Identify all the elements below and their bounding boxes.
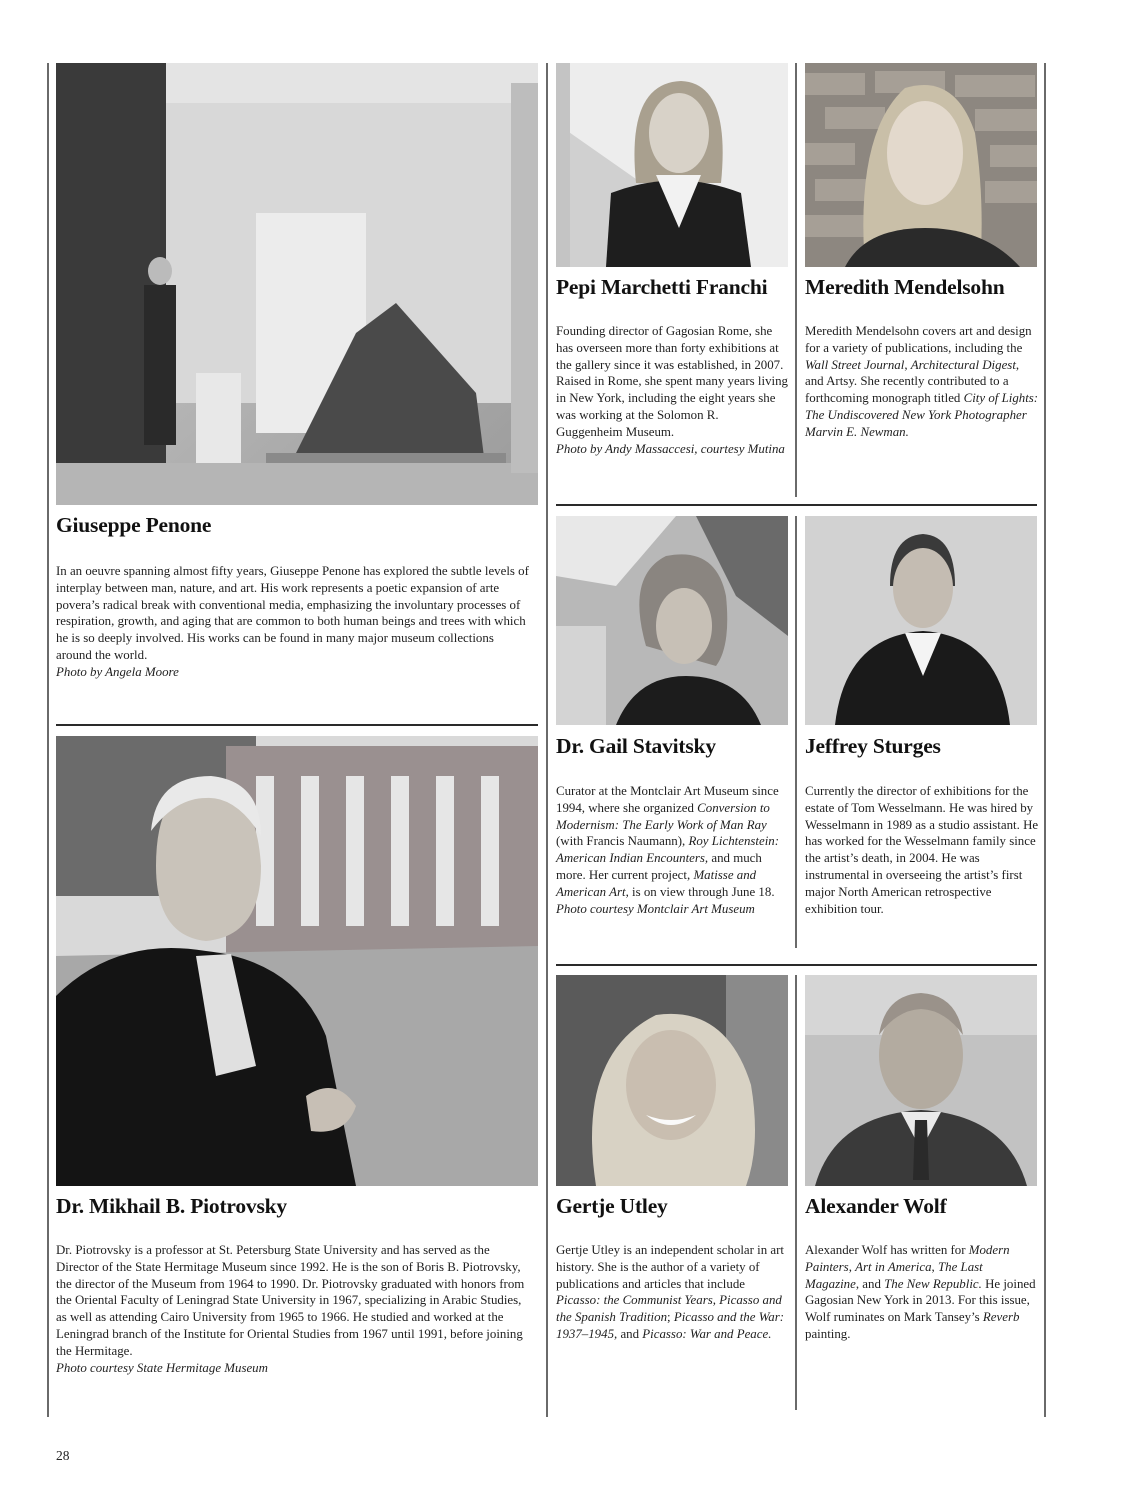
profile-name: Dr. Mikhail B. Piotrovsky: [56, 1194, 287, 1218]
bio-italic: Reverb: [982, 1310, 1020, 1325]
profile-bio: [556, 783, 790, 917]
page-number: 28: [56, 1448, 70, 1463]
column-rule-middle-row3: [795, 975, 797, 1410]
photo-credit: Photo courtesy State Hermitage Museum: [56, 1360, 268, 1375]
profile-name: Giuseppe Penone: [56, 513, 212, 537]
photo-gertje-utley: [556, 975, 788, 1186]
column-rule-center: [546, 63, 548, 1417]
profile-bio: [805, 1242, 1039, 1343]
bio-italic: Wall Street Journal: [805, 357, 905, 372]
bio-text: , and: [855, 1276, 885, 1291]
bio-italic: The New Republic.: [884, 1276, 982, 1291]
bio-italic: City of Lights: The Undiscovered New York Photographer Marvin E. Newman.: [805, 391, 1039, 439]
bio-italic: Roy Lichtenstein: American Indian Encounters,: [556, 834, 780, 866]
bio-text: Meredith Mendelsohn covers art and design for a variety of publications, including the: [805, 324, 1032, 355]
bio-text: Alexander Wolf has written for: [805, 1243, 969, 1257]
photo-meredith-mendelsohn: [805, 63, 1037, 267]
profile-name: Gertje Utley: [556, 1194, 668, 1218]
bio-text: painting.: [805, 1326, 851, 1341]
photo-credit: Photo by Angela Moore: [56, 664, 179, 679]
bio-text: ,: [904, 357, 911, 372]
column-rule-right: [1044, 63, 1046, 1417]
bio-text: Curator at the Montclair Art Museum since 1994, where she organized: [556, 784, 779, 815]
photo-alexander-wolf: [805, 975, 1037, 1186]
photo-jeffrey-sturges: [805, 516, 1037, 725]
separator-left: [56, 724, 538, 726]
photo-pepi-marchetti-franchi: [556, 63, 788, 267]
bio-italic: The Last Magazine: [805, 1259, 983, 1291]
profile-bio: [805, 323, 1039, 441]
bio-text: ,: [931, 1259, 938, 1274]
bio-text: and: [617, 1326, 643, 1341]
bio-text: Currently the director of exhibitions for the estate of Tom Wesselmann. He was hired by Wesselmann in 1989 as a studio assistant. He has worked for the Wesselmann family since the artist’s death, in 2004. He was instrumental in overseeing the artist’s first major North American retrospective exhibition tour.: [805, 784, 1039, 916]
profile-name: Pepi Marchetti Franchi: [556, 275, 768, 299]
column-rule-left: [47, 63, 49, 1417]
bio-italic: Architectural Digest: [910, 357, 1016, 372]
bio-text: (with Francis Naumann),: [556, 834, 689, 849]
bio-italic: Picasso: War and Peace.: [642, 1326, 772, 1341]
separator-right-2: [556, 964, 1037, 966]
photo-credit: Photo by Andy Massaccesi, courtesy Mutina: [556, 441, 785, 456]
bio-text: In an oeuvre spanning almost fifty years, Giuseppe Penone has explored the subtle levels of interplay between man, nature, and art. His work represents a poetic expansion of arte povera’s radical break with conventional media, emphasizing the involuntary processes of respiration, growth, and aging that are common to both human beings and trees with which he is so deeply involved. His works can be found in many major museum collections around the world.: [56, 564, 529, 662]
profile-bio: [56, 563, 532, 681]
profile-bio: [556, 323, 788, 457]
bio-italic: Matisse and American Art,: [556, 867, 757, 899]
profile-name: Meredith Mendelsohn: [805, 275, 1005, 299]
bio-text: is on view through June 18.: [628, 884, 775, 899]
profile-name: Alexander Wolf: [805, 1194, 947, 1218]
bio-text: Dr. Piotrovsky is a professor at St. Petersburg State University and has served as the Director of the State Hermitage Museum since 1992. He is the son of Boris B. Piotrovsky, the director of the Museum from 1964 to 1990. Dr. Piotrovsky graduated with honors from the Oriental Faculty of Leningrad State University in 1967, specializing in Arabic Studies, as well as attending Cairo University from 1965 to 1966. He studied and worked at the Leningrad branch of the Institute for Oriental Studies from 1967 until 1991, before joining the Hermitage.: [56, 1243, 525, 1358]
profile-name: Jeffrey Sturges: [805, 734, 941, 758]
profile-name: Dr. Gail Stavitsky: [556, 734, 716, 758]
bio-text: , and Artsy. She recently contributed to a forthcoming monograph titled: [805, 357, 1020, 406]
separator-right-1: [556, 504, 1037, 506]
photo-credit: Photo courtesy Montclair Art Museum: [556, 901, 755, 916]
photo-mikhail-piotrovsky: [56, 736, 538, 1186]
bio-text: ;: [667, 1310, 674, 1325]
bio-italic: Modern Painters: [805, 1243, 1010, 1274]
profile-bio: [805, 783, 1039, 917]
bio-text: ,: [848, 1259, 856, 1274]
bio-text: Founding director of Gagosian Rome, she has overseen more than forty exhibitions at the gallery since it was established, in 2007. Raised in Rome, she spent many years living in New York, including the eight years she was working at the Solomon R. Guggenheim Museum.: [556, 324, 788, 439]
bio-italic: Art in America: [855, 1259, 932, 1274]
photo-giuseppe-penone: [56, 63, 538, 505]
bio-italic: Conversion to Modernism: The Early Work of Man Ray: [556, 800, 770, 832]
profile-bio: [556, 1242, 790, 1343]
column-rule-middle-row2: [795, 516, 797, 948]
bio-text: and much more. Her current project,: [556, 851, 762, 882]
bio-text: He joined Gagosian New York in 2013. For this issue, Wolf ruminates on Mark Tansey’s: [805, 1276, 1036, 1325]
bio-italic: Picasso and the War: 1937–1945,: [556, 1310, 785, 1341]
bio-italic: Picasso: the Communist Years, Picasso and the Spanish Tradition: [556, 1293, 782, 1325]
profile-bio: [56, 1242, 532, 1376]
column-rule-middle-row1: [795, 63, 797, 497]
photo-gail-stavitsky: [556, 516, 788, 725]
bio-text: Gertje Utley is an independent scholar in art history. She is the author of a variety of publications and articles that include: [556, 1243, 785, 1291]
